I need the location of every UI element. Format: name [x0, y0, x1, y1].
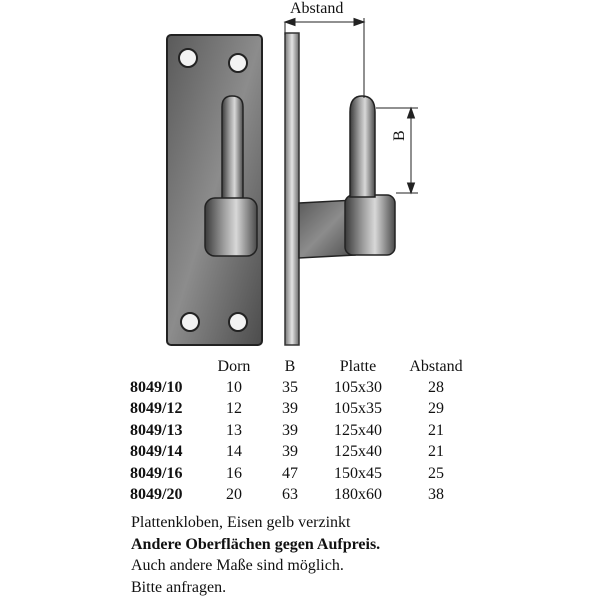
- dorn-value: 10: [226, 378, 242, 396]
- side-pin: [350, 96, 375, 197]
- b-dimension-label: B: [391, 130, 408, 141]
- screw-hole: [179, 49, 197, 67]
- dorn-value: 13: [226, 421, 242, 439]
- platte-value: 180x60: [334, 486, 382, 504]
- front-collar: [205, 198, 257, 256]
- screw-hole: [181, 313, 199, 331]
- b-dimension: [376, 108, 418, 193]
- b-value: 35: [282, 378, 298, 396]
- article-number: 8049/10: [130, 378, 183, 396]
- table-row: [124, 399, 476, 421]
- b-value: 39: [282, 421, 298, 439]
- article-number: 8049/16: [130, 464, 183, 482]
- side-collar: [345, 195, 395, 255]
- abstand-value: 21: [428, 421, 444, 439]
- platte-value: 150x45: [334, 464, 382, 482]
- platte-value: 125x40: [334, 421, 382, 439]
- header-code: [124, 356, 208, 377]
- article-number: 8049/20: [130, 486, 183, 504]
- abstand-value: 38: [428, 486, 444, 504]
- platte-value: 105x35: [334, 400, 382, 418]
- table-header-row: [124, 356, 476, 377]
- table-row: [124, 377, 476, 399]
- header-abstand: Abstand: [409, 357, 463, 375]
- header-platte: Platte: [339, 357, 377, 375]
- platte-value: 125x40: [334, 443, 382, 461]
- front-view-plate: [167, 35, 262, 345]
- b-value: 47: [282, 464, 298, 482]
- table-row: [124, 463, 476, 485]
- spec-table: [124, 356, 476, 506]
- article-number: 8049/13: [130, 421, 183, 439]
- table-row: [124, 485, 476, 507]
- table-row: [124, 442, 476, 464]
- dorn-value: 14: [226, 443, 242, 461]
- material-note: Plattenkloben, Eisen gelb verzinkt: [131, 514, 351, 531]
- abstand-value: 29: [428, 400, 444, 418]
- article-number: 8049/12: [130, 400, 183, 418]
- article-number: 8049/14: [130, 443, 183, 461]
- screw-hole: [229, 54, 247, 72]
- table-row: [124, 420, 476, 442]
- product-notes: [131, 512, 380, 598]
- front-pin: [222, 96, 243, 200]
- screw-hole: [229, 313, 247, 331]
- side-plate-edge: [285, 33, 299, 345]
- custom-size-note: Auch andere Maße sind möglich.: [131, 557, 344, 574]
- b-value: 63: [282, 486, 298, 504]
- dorn-value: 16: [226, 464, 242, 482]
- header-b: B: [284, 357, 296, 375]
- platte-value: 105x30: [334, 378, 382, 396]
- header-dorn: Dorn: [217, 357, 251, 375]
- abstand-value: 21: [428, 443, 444, 461]
- b-value: 39: [282, 443, 298, 461]
- side-view: [285, 33, 395, 345]
- abstand-dimension-label: Abstand: [290, 0, 344, 17]
- surface-note: Andere Oberflächen gegen Aufpreis.: [131, 535, 381, 553]
- dorn-value: 12: [226, 400, 242, 418]
- b-value: 39: [282, 400, 298, 418]
- abstand-value: 25: [428, 464, 444, 482]
- dorn-value: 20: [226, 486, 242, 504]
- abstand-value: 28: [428, 378, 444, 396]
- inquiry-note: Bitte anfragen.: [131, 578, 227, 596]
